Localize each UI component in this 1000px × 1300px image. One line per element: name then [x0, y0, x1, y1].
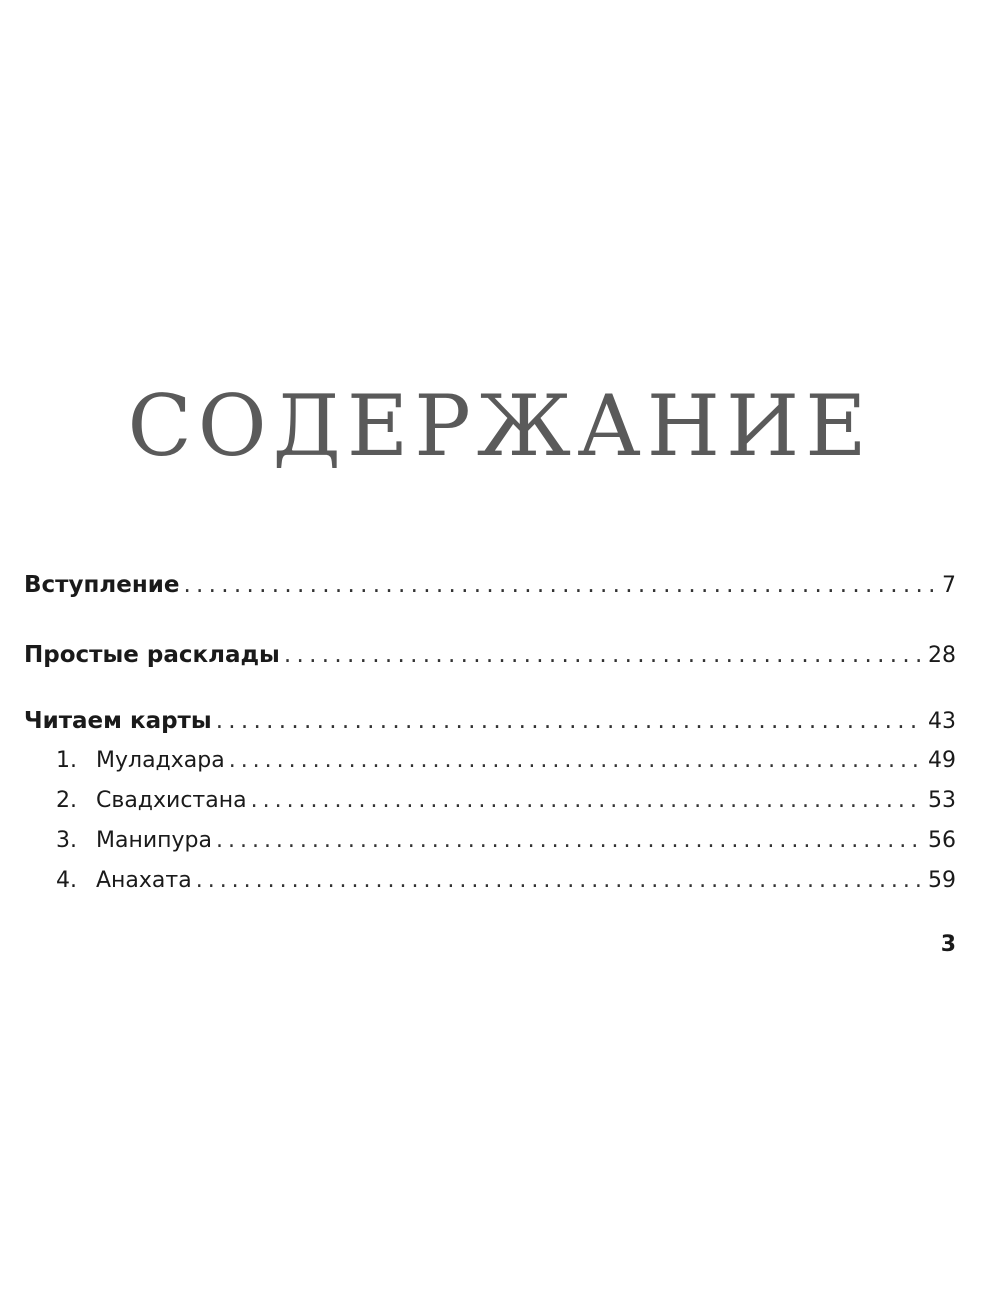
toc-subentry-page: 59 [928, 868, 956, 893]
toc-entry-introduction[interactable] [24, 572, 956, 598]
toc-entry-reading-cards[interactable] [24, 708, 956, 734]
page-title: СОДЕРЖАНИЕ [127, 377, 873, 476]
toc-subentry-svadhisthana[interactable] [24, 788, 956, 813]
toc-subentry-manipura[interactable] [24, 828, 956, 853]
toc-entry-label: Простые расклады [24, 642, 280, 668]
toc-entry-page: 28 [928, 643, 956, 668]
dot-leader [216, 708, 924, 734]
toc-subentry-page: 49 [928, 748, 956, 773]
toc-subentry-number: 4. [56, 868, 77, 893]
toc-entry-page: 43 [928, 709, 956, 734]
page-number: 3 [940, 932, 956, 957]
toc-subentry-muladhara[interactable] [24, 748, 956, 773]
toc-subentry-page: 53 [928, 788, 956, 813]
toc-entry-simple-spreads[interactable] [24, 642, 956, 668]
dot-leader [216, 828, 924, 853]
dot-leader [284, 642, 924, 668]
toc-subentry-label: Свадхистана [96, 788, 247, 813]
toc-subentry-label: Муладхара [96, 748, 225, 773]
toc-entry-label: Читаем карты [24, 708, 212, 734]
toc-subentry-number: 3. [56, 828, 77, 853]
toc-subentry-label: Манипура [96, 828, 212, 853]
toc-subentry-number: 2. [56, 788, 77, 813]
toc-subentry-page: 56 [928, 828, 956, 853]
toc-subentry-number: 1. [56, 748, 77, 773]
dot-leader [183, 572, 938, 598]
dot-leader [251, 788, 924, 813]
toc-subentry-anahata[interactable] [24, 868, 956, 893]
dot-leader [196, 868, 924, 893]
toc-entry-label: Вступление [24, 572, 180, 598]
dot-leader [229, 748, 924, 773]
toc-subentry-label: Анахата [96, 868, 192, 893]
toc-entry-page: 7 [942, 573, 956, 598]
